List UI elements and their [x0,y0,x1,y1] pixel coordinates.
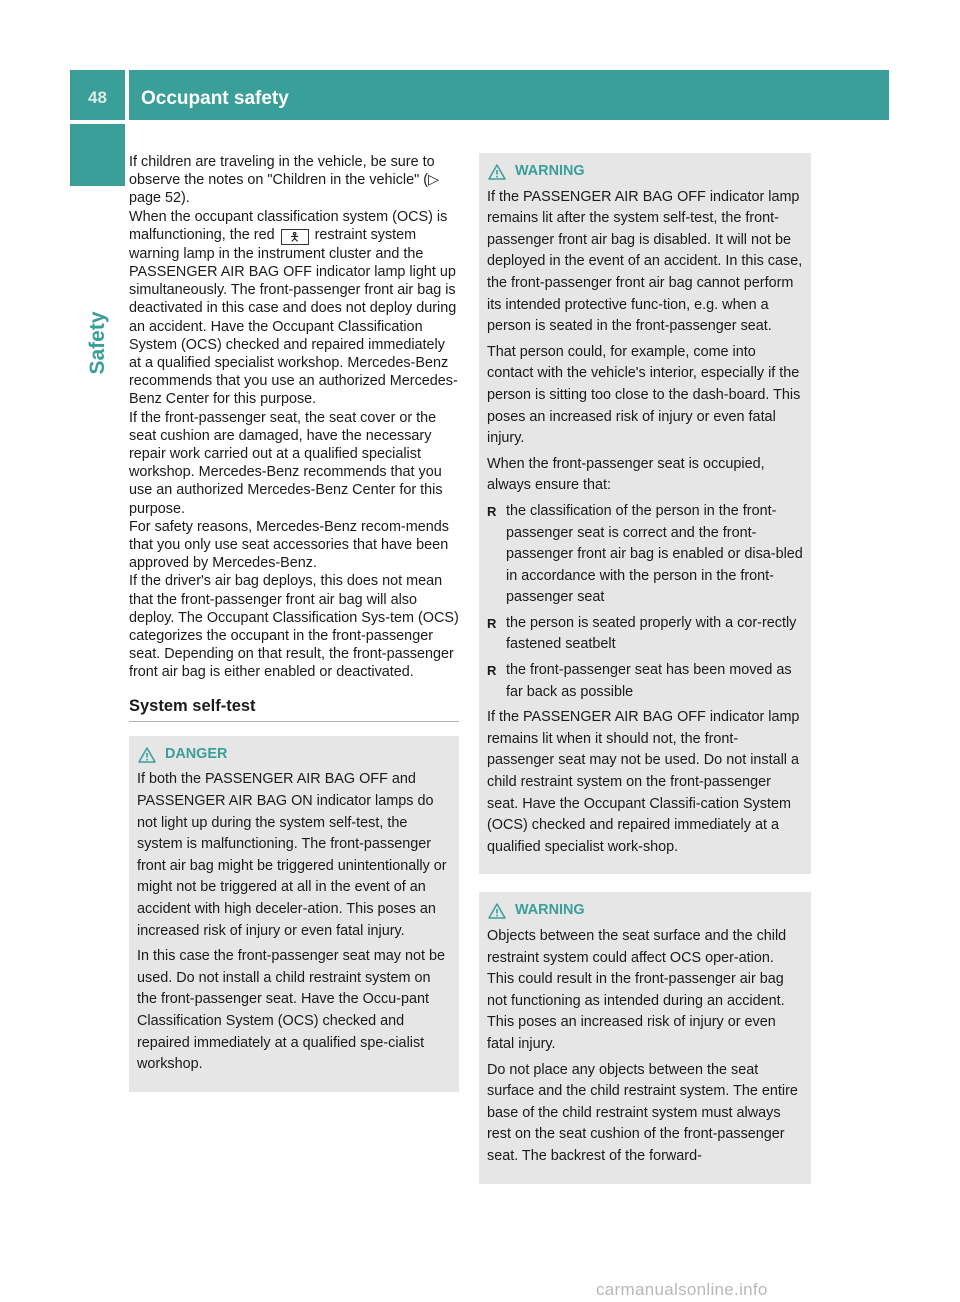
danger-paragraph-1: If both the PASSENGER AIR BAG OFF and PASSENGER AIR BAG ON indicator lamps do not light up during the system self-test, the system is malfunctioning. The front-passenger front air bag might be triggered unintentionally or might not be triggered at all in the event of an accident with high deceler-ation. This poses an increased risk of injury or even fatal injury. [137,771,447,939]
warning1-paragraph-3: When the front-passenger seat is occupied, always ensure that: [487,455,765,494]
danger-paragraph-2: In this case the front-passenger seat may not be used. Do not install a child restraint system on the front-passenger seat. Have the Occu-pant Classification System (OCS) checked and repaired immediately at a qualified spe-cialist workshop. [137,948,445,1073]
list-item [487,660,803,703]
left-column [129,153,459,1092]
paragraph-seat-damage: If the front-passenger seat, the seat cover or the seat cushion are damaged, have the necessary repair work carried out at a qualified specialist workshop. Mercedes-Benz recommends that you use an authorized Mercedes-Benz Center for this purpose. [129,409,443,517]
danger-box [129,736,459,1092]
list-item [487,613,803,656]
airbag-warning-icon: 🯅 [281,229,309,245]
bullet-icon: R [487,503,497,519]
warning-label-1: WARNING [515,163,585,179]
warning2-paragraph-1: Objects between the seat surface and the child restraint system could affect OCS oper-ation. This could result in the front-passenger air bag not functioning as intended during an accident. This poses an increased risk of injury or even fatal injury. [487,928,787,1052]
warning1-paragraph-4: If the PASSENGER AIR BAG OFF indicator lamp remains lit when it should not, the front-passenger seat may not be used. Do not install a child restraint system on the front-passenger seat. Have the Occupant Classifi-cation System (OCS) checked and repaired immediately at a qualified specialist work-shop. [487,709,800,855]
danger-title [137,744,451,766]
bullet-icon: R [487,615,497,631]
paragraph-ocs-part1: When the occupant classification system (OCS) is malfunctioning, the red [129,208,448,243]
bullet-icon: R [487,663,497,679]
warning-label-2: WARNING [515,902,585,919]
warning-triangle-icon [488,164,506,180]
warning-title-2 [487,900,803,922]
section-heading-self-test: System self-test [129,697,459,722]
warning-triangle-icon [138,747,156,763]
warning1-paragraph-1: If the PASSENGER AIR BAG OFF indicator lamp remains lit after the system self-test, the front-passenger front air bag is disabled. It will not be deployed in the event of an accident. In this case, the front-passenger front air bag cannot perform its intended protective func-tion, e.g. when a person is seated in the front-passenger seat. [487,188,803,335]
paragraph-ocs-part2: restraint system warning lamp in the instrument cluster and the PASSENGER AIR BAG OFF indicator lamp light up simultaneously. The front-passenger front air bag is deactivated in this case and does not deploy during an accident. Have the Occupant Classification System (OCS) checked and repaired immediately at a qualified specialist workshop. Mercedes-Benz recommends that you use an authorized Mercedes-Benz Center for this purpose. [129,226,458,408]
warning-box-airbag-off [479,153,811,874]
bullet-text: the classification of the person in the front-passenger seat is correct and the front-passenger front air bag is enabled or disa-bled in accordance with the person in the front-passenger seat [506,502,803,606]
paragraph-ocs-malfunction [129,208,459,409]
side-tab [70,124,125,186]
right-column [479,153,811,1184]
warning1-bullet-list [487,501,803,703]
paragraph-driver-airbag: If the driver's air bag deploys, this does not mean that the front-passenger front air bag will also deploy. The Occupant Classification Sys-tem (OCS) categorizes the occupant in the front-passenger seat. Depending on that result, the front-passenger front air bag is either enabled or deactivated. [129,573,459,681]
paragraph-children: If children are traveling in the vehicle, be sure to observe the notes on "Children in the vehicle" (▷ page 52). [129,154,440,207]
bullet-text: the person is seated properly with a cor-rectly fastened seatbelt [506,614,797,653]
watermark-text: carmanualsonline.info [596,1280,768,1299]
warning2-paragraph-2: Do not place any objects between the seat surface and the child restraint system. The entire base of the child restraint system must always rest on the seat cushion of the front-passenger seat. The backrest of the forward- [487,1061,798,1164]
warning1-paragraph-2: That person could, for example, come into contact with the vehicle's interior, especially if the person is sitting too close to the dash-board. This poses an increased risk of injury or even fatal injury. [487,343,801,447]
side-section-label: Safety [86,311,109,375]
page-title: Occupant safety [141,88,289,109]
warning-title-1 [487,161,803,183]
warning-box-objects [479,892,811,1183]
page-number: 48 [88,88,107,107]
paragraph-accessories: For safety reasons, Mercedes-Benz recom-mends that you only use seat accessories that have been approved by Mercedes-Benz. [129,518,449,572]
danger-label: DANGER [165,745,228,762]
warning-triangle-icon [488,903,506,919]
list-item [487,501,803,609]
bullet-text: the front-passenger seat has been moved as far back as possible [506,662,792,700]
